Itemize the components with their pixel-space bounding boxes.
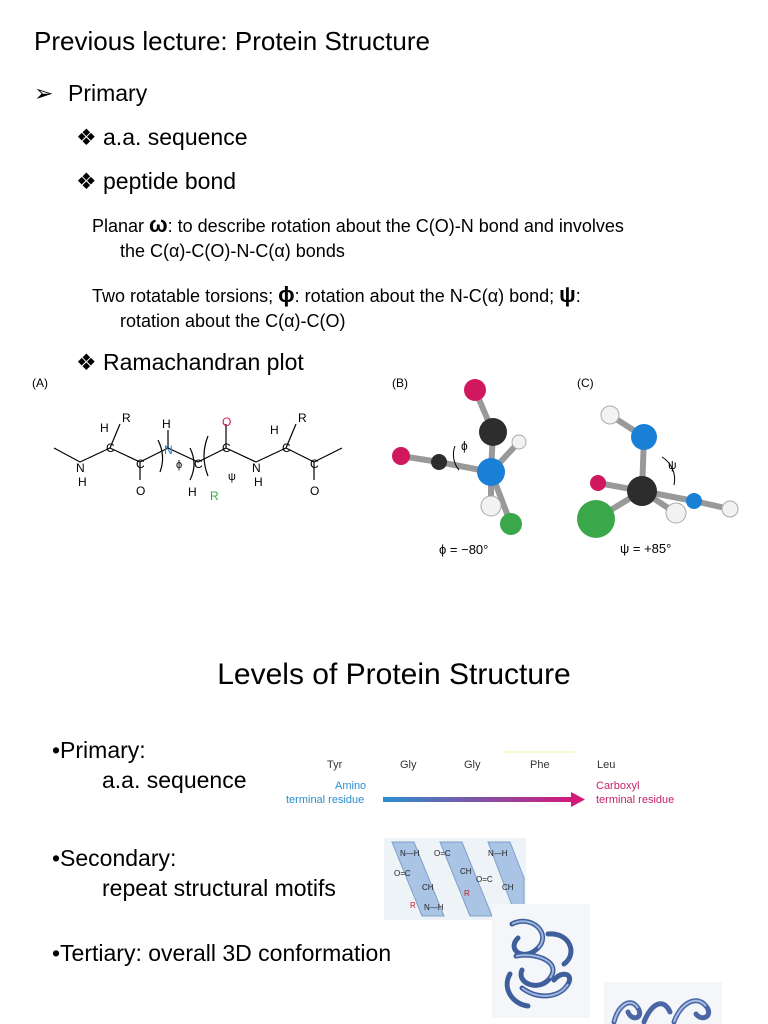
oxygen-atom	[590, 475, 606, 491]
arrow-bullet-icon: ➢	[34, 80, 54, 106]
note-planar-omega	[92, 212, 742, 264]
sub-item-label: a.a. sequence	[103, 124, 248, 150]
residue-label: Leu	[597, 759, 616, 771]
primary-desc: a.a. sequence	[102, 767, 247, 793]
helix-atom-label: R	[464, 889, 470, 898]
side-chain-atom	[577, 500, 615, 538]
atom-h: H	[188, 485, 197, 499]
helix-atom-label: N—H	[424, 903, 444, 912]
hydrogen-atom	[666, 503, 686, 523]
atom-c: C	[194, 457, 203, 471]
helix-atom-label: R	[410, 901, 416, 910]
atom-r: R	[210, 489, 219, 503]
residue-label: Phe	[530, 759, 550, 771]
note-text: : rotation about the N-C(α) bond;	[294, 286, 560, 306]
amino-terminal-label: terminal residue	[286, 794, 365, 806]
hydrogen-atom	[722, 501, 738, 517]
atom-n: N	[76, 461, 85, 475]
sub-item-aa-sequence	[76, 124, 248, 151]
note-text-line2: rotation about the C(α)-C(O)	[120, 311, 346, 331]
helix-atom-label: CH	[422, 883, 434, 892]
nitrogen-atom	[477, 458, 505, 486]
slide1-title: Previous lecture: Protein Structure	[34, 26, 430, 56]
panel-b-label: (B)	[392, 376, 408, 390]
atom-c: C	[222, 441, 231, 455]
sub-item-label: peptide bond	[103, 168, 237, 194]
amino-acid-sequence-graphic	[283, 750, 683, 820]
atom-c: C	[106, 441, 115, 455]
diamond-bullet-icon: ❖	[76, 124, 97, 150]
residue-label: Gly	[464, 759, 481, 771]
helix-atom-label: O=C	[394, 869, 411, 878]
note-text-line2: the C(α)-C(O)-N-C(α) bonds	[120, 241, 345, 261]
helix-atom-label: CH	[460, 867, 472, 876]
nitrogen-atom	[686, 493, 702, 509]
bullet-primary-label: Primary	[68, 80, 148, 106]
helix-atom-label: CH	[502, 883, 514, 892]
psi-symbol: ψ	[559, 282, 576, 307]
oxygen-atom	[464, 379, 486, 401]
note-text: : to describe rotation about the C(O)-N bond and involves	[167, 216, 624, 236]
sub-item-label: Ramachandran plot	[103, 349, 304, 375]
ball-stick-psi-model	[570, 395, 750, 560]
hydrogen-atom	[601, 406, 619, 424]
carbon-atom	[479, 418, 507, 446]
sub-item-ramachandran	[76, 349, 304, 376]
helix-atom-label: O=C	[434, 849, 451, 858]
note-torsions	[92, 282, 742, 334]
atom-o: O	[222, 415, 232, 429]
omega-symbol: ω	[149, 212, 168, 237]
oxygen-atom	[392, 447, 410, 465]
phi-symbol: ϕ	[278, 282, 295, 307]
primary-label: •Primary:	[52, 737, 146, 763]
atom-r: R	[122, 411, 131, 425]
arrow-head-icon	[571, 792, 585, 807]
atom-c: C	[282, 441, 291, 455]
ball-stick-phi-model	[385, 370, 555, 560]
atom-n: N	[252, 461, 261, 475]
atom-r: R	[298, 411, 307, 425]
phi-value-label: ϕ = −80°	[439, 542, 489, 557]
carboxyl-terminal-label: terminal residue	[596, 794, 675, 806]
bullet-primary	[34, 80, 147, 107]
helix-atom-label: O=C	[476, 875, 493, 884]
tertiary-structure-image	[492, 904, 590, 1018]
hydrogen-atom	[481, 496, 501, 516]
residue-label: Tyr	[327, 759, 343, 771]
helix-atom-label: N—H	[488, 849, 508, 858]
note-text: :	[575, 286, 581, 306]
note-text: Two rotatable torsions;	[92, 286, 279, 306]
phi-angle-label: ϕ	[176, 459, 183, 471]
carbon-atom	[431, 454, 447, 470]
atom-o: O	[310, 484, 320, 498]
diamond-bullet-icon: ❖	[76, 349, 97, 375]
psi-value-label: ψ = +85°	[620, 541, 672, 556]
phi-angle-label: ϕ	[461, 439, 468, 453]
carboxyl-label: Carboxyl	[596, 780, 640, 792]
secondary-desc: repeat structural motifs	[102, 875, 336, 901]
nitrogen-atom	[631, 424, 657, 450]
tertiary-structure-image-2	[604, 982, 722, 1024]
psi-angle-label: ψ	[668, 458, 677, 472]
atom-h: H	[270, 423, 279, 437]
slide2-title: Levels of Protein Structure	[217, 658, 571, 691]
panel-a-label: (A)	[32, 376, 48, 390]
atom-h: H	[162, 417, 171, 431]
atom-o: O	[136, 484, 146, 498]
note-text: Planar	[92, 216, 150, 236]
hydrogen-atom	[512, 435, 526, 449]
amino-label: Amino	[335, 780, 367, 792]
atom-n: N	[164, 443, 173, 457]
diamond-bullet-icon: ❖	[76, 168, 97, 194]
atom-h: H	[78, 475, 87, 489]
atom-h: H	[100, 421, 109, 435]
tertiary-label: •Tertiary: overall 3D conformation	[52, 940, 392, 966]
atom-c: C	[310, 457, 319, 471]
peptide-backbone-diagram	[40, 400, 360, 510]
side-chain-atom	[500, 513, 522, 535]
sequence-arrow	[383, 797, 571, 802]
secondary-label: •Secondary:	[52, 845, 177, 871]
residue-label: Gly	[400, 759, 417, 771]
panel-c-label: (C)	[577, 376, 594, 390]
atom-c: C	[136, 457, 145, 471]
sub-item-peptide-bond	[76, 168, 236, 195]
carbon-atom	[627, 476, 657, 506]
atom-h: H	[254, 475, 263, 489]
helix-atom-label: N—H	[400, 849, 420, 858]
psi-angle-label: ψ	[228, 471, 236, 483]
